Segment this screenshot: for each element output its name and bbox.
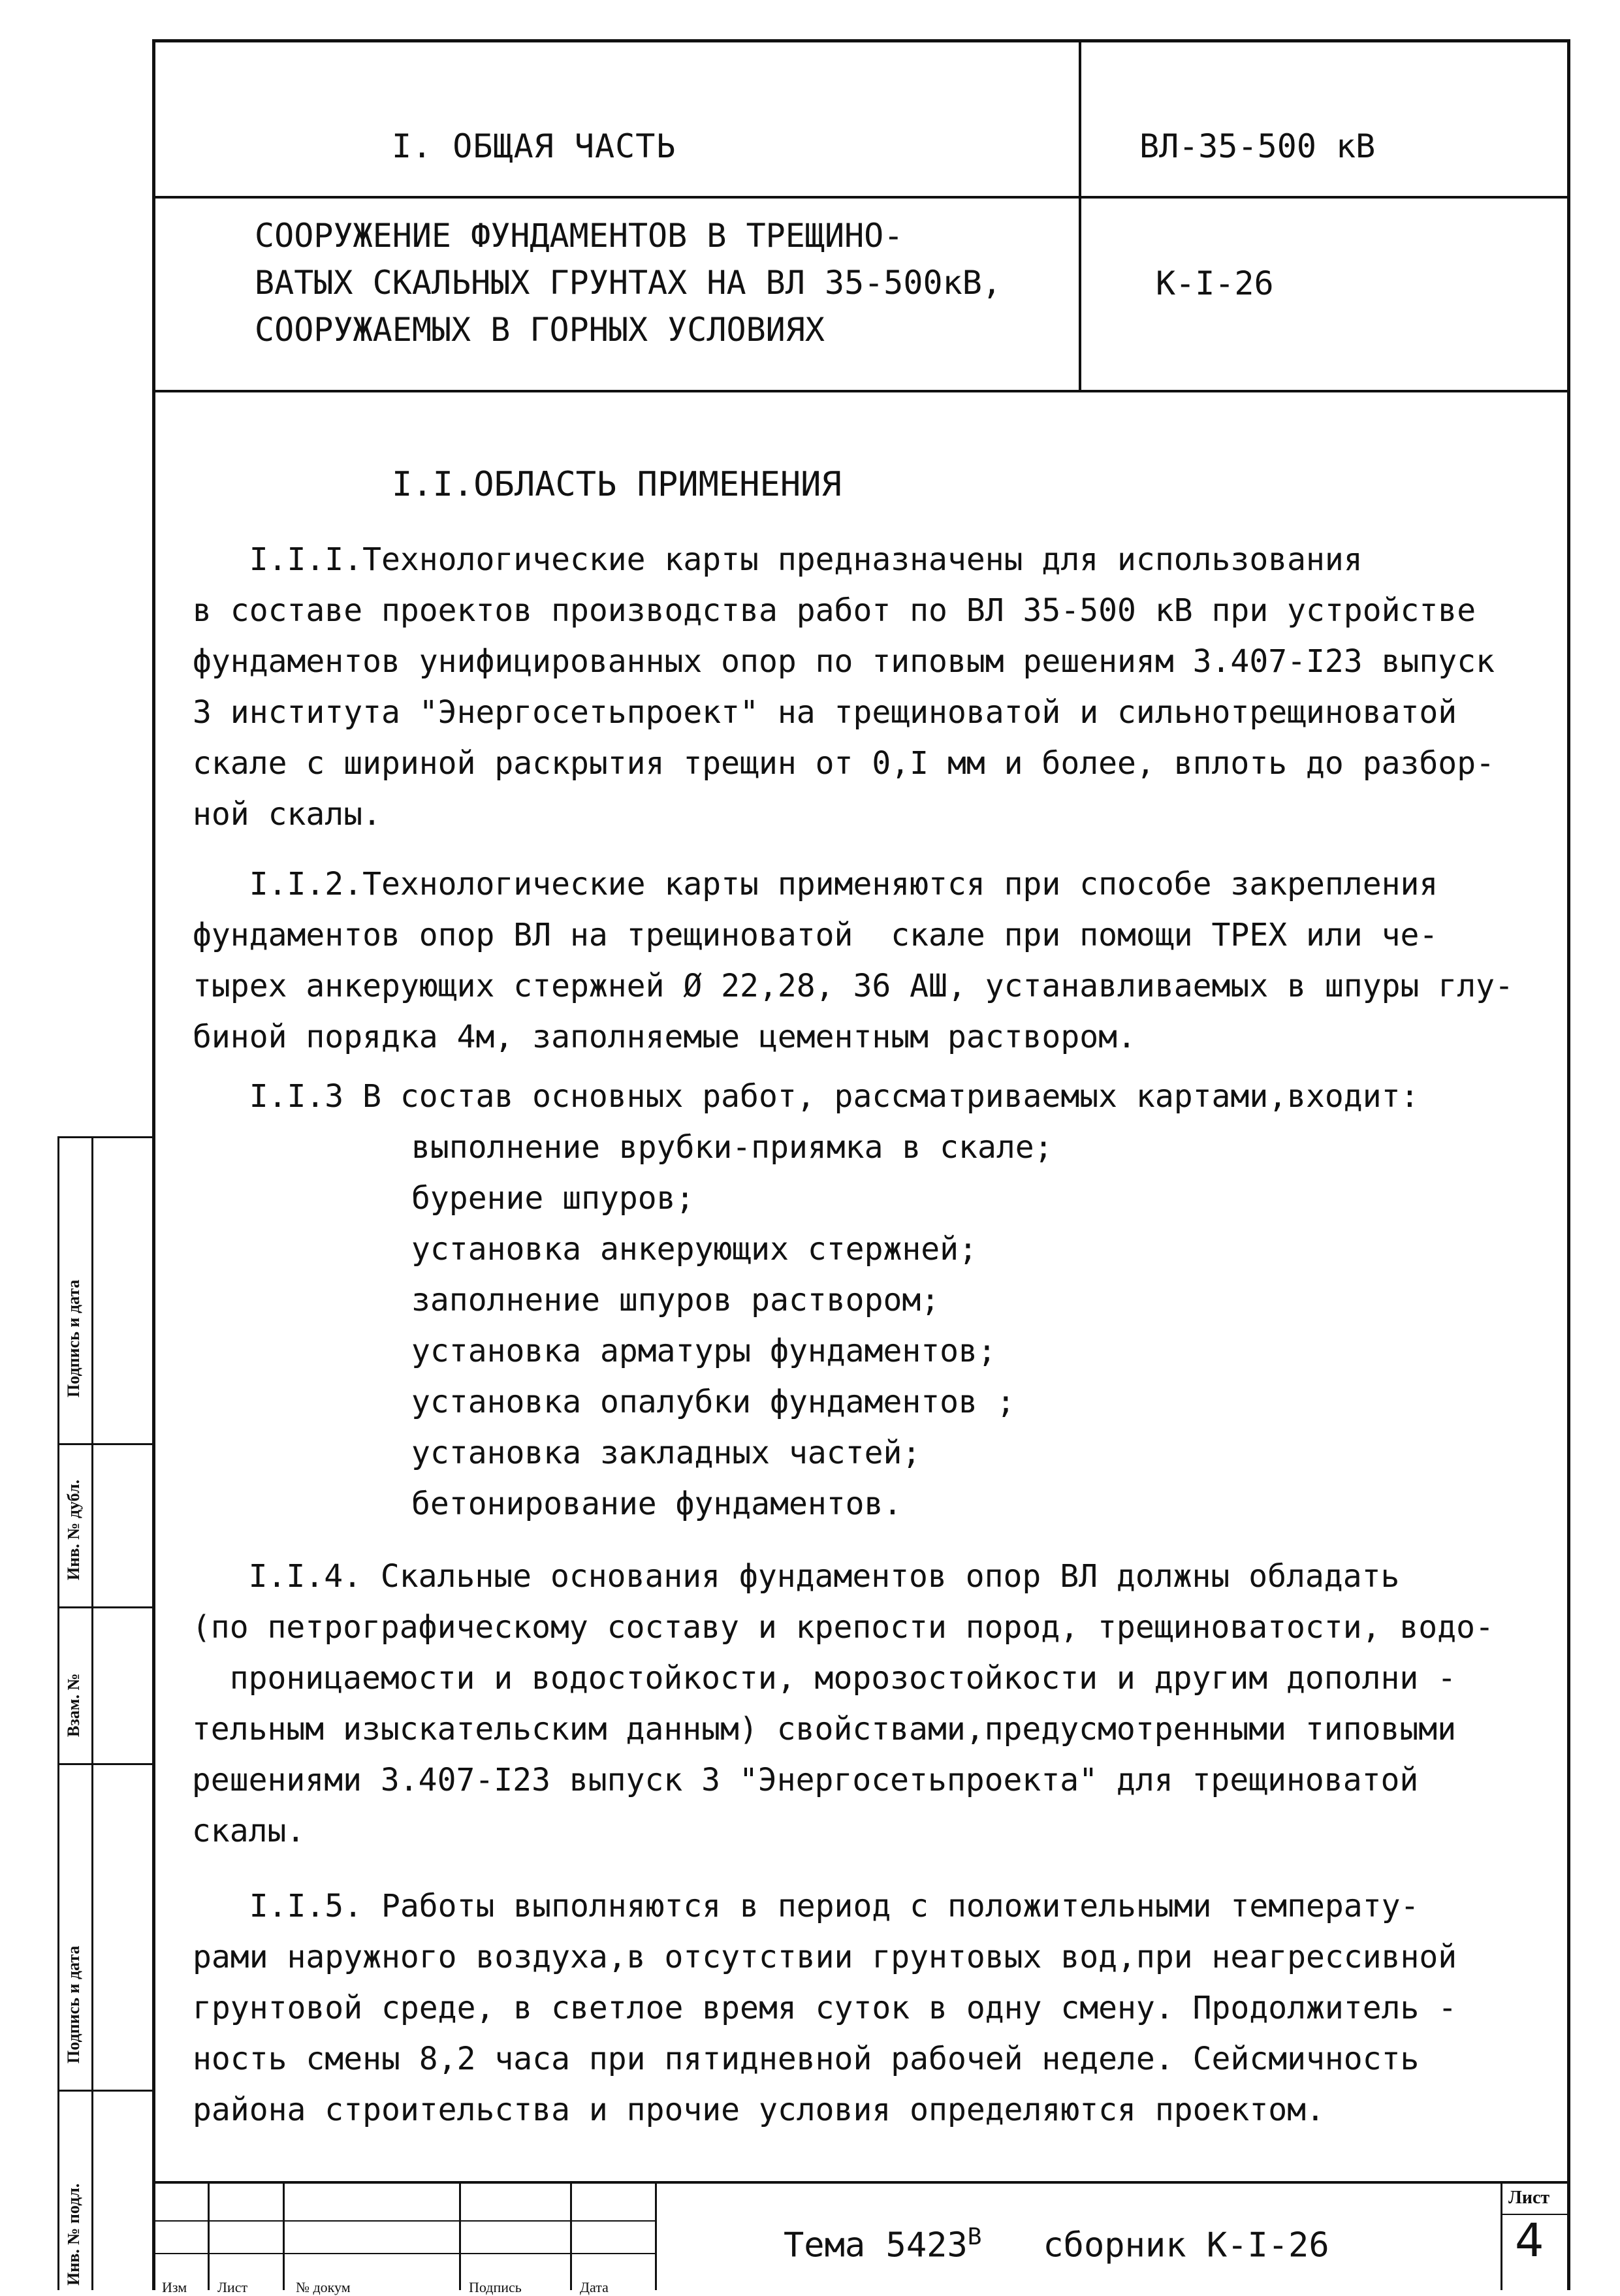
sidebar-sep-3 xyxy=(57,1606,152,1608)
footer-collection: сборник К-I-26 xyxy=(1043,2225,1329,2265)
sidebar-sep-5 xyxy=(57,2090,152,2092)
header-divider-2 xyxy=(152,390,1570,392)
stamp-sheet-col xyxy=(1501,2181,1502,2290)
stamp-col-label-signature: Подпись xyxy=(469,2279,522,2295)
stamp-col-1 xyxy=(208,2181,210,2290)
header-column-divider xyxy=(1079,39,1081,392)
sidebar-sep-4 xyxy=(57,1763,152,1765)
paragraph-1-1-1: I.I.I.Технологические карты предназначены для использования в составе проектов производства работ по ВЛ 35-500 кВ при устройстве фундаментов унифицированных опор по типовым решениям 3.407-I23 выпуск 3 института "Энергосетьпроект" на трещиноватой и сильнотрещиноватой скале с шириной раскрытия трещин от 0,I мм и более, вплоть до разбор- ной скалы. xyxy=(193,541,1495,833)
sidebar-label-signature-date-2: Подпись и дата xyxy=(64,1945,83,2064)
work-list: выполнение врубки-приямка в скале; бурение шпуров; установка анкерующих стержней; заполнение шпуров раствором; установка арматуры фундаментов; установка опалубки фундаментов ; установка закладных частей; бетонирование фундаментов. xyxy=(411,1129,1053,1522)
paragraph-1-1-3-head: I.I.3 В состав основных работ, рассматриваемых картами,входит: xyxy=(193,1078,1420,1115)
stamp-col-label-sheet: Лист xyxy=(217,2279,248,2295)
sheet-code: К-I-26 xyxy=(1156,264,1274,302)
stamp-col-label-docnum: № докум xyxy=(296,2279,351,2295)
footer-theme-sup: В xyxy=(967,2224,982,2250)
section-heading: I. ОБЩАЯ ЧАСТЬ xyxy=(392,127,676,165)
stamp-mid-line xyxy=(152,2220,655,2222)
stamp-col-label-change: Изм xyxy=(162,2279,187,2295)
stamp-col-label-date: Дата xyxy=(580,2279,609,2295)
section-title: I.I.ОБЛАСТЬ ПРИМЕНЕНИЯ xyxy=(392,465,842,504)
sidebar-label-inv-dupl: Инв. № дубл. xyxy=(64,1479,83,1580)
sidebar-line-outer xyxy=(91,1136,93,2290)
stamp-top-line xyxy=(152,2181,1570,2184)
document-subtitle: СООРУЖЕНИЕ ФУНДАМЕНТОВ В ТРЕЩИНО- ВАТЫХ СКАЛЬНЫХ ГРУНТАХ НА ВЛ 35-500кВ, СООРУЖАЕМЫХ В ГОРНЫХ УСЛОВИЯХ xyxy=(255,217,1002,349)
header-divider-1 xyxy=(152,196,1570,199)
stamp-col-3 xyxy=(459,2181,461,2290)
sidebar-stamp xyxy=(0,1136,152,2290)
document-code: ВЛ-35-500 кВ xyxy=(1139,127,1376,165)
sidebar-line xyxy=(57,1136,59,2290)
stamp-col-2 xyxy=(283,2181,285,2290)
sidebar-label-signature-date: Подпись и дата xyxy=(64,1279,83,1397)
paragraph-1-1-2: I.I.2.Технологические карты применяются при способе закрепления фундаментов опор ВЛ на трещиноватой скале при помощи ТРЕХ или че- тырех анкерующих стержней Ø 22,28, 36 АШ, устанавливаемых в шпуры глу- биной порядка 4м, заполняемые цементным раствором. xyxy=(193,866,1514,1055)
sidebar-label-replace: Взам. № xyxy=(64,1673,83,1737)
sheet-number: 4 xyxy=(1515,2214,1544,2267)
sidebar-sep-2 xyxy=(57,1443,152,1445)
sidebar-label-inv-orig: Инв. № подл. xyxy=(64,2183,83,2286)
stamp-col-4 xyxy=(570,2181,572,2290)
sheet-label: Лист xyxy=(1508,2188,1550,2208)
sidebar-sep-1 xyxy=(57,1136,152,1138)
stamp-mid-line-2 xyxy=(152,2253,655,2254)
stamp-col-5 xyxy=(655,2181,657,2290)
paragraph-1-1-4: I.I.4. Скальные основания фундаментов опор ВЛ должны обладать (по петрографическому составу и крепости пород, трещиноватости, водо- проницаемости и водостойкости, морозостойкости и другим дополни - тельным изыскательским данным) свойствами,предусмотренными типовыми решениями 3.407-I23 выпуск 3 "Энергосетьпроекта" для трещиноватой скалы. xyxy=(191,1558,1494,1849)
footer-theme-text: Тема 5423 xyxy=(784,2225,968,2265)
paragraph-1-1-5: I.I.5. Работы выполняются в период с положительными температу- рами наружного воздуха,в отсутствии грунтовых вод,при неагрессивной грунтовой среде, в светлое время суток в одну смену. Продолжитель - ность смены 8,2 часа при пятидневной рабочей неделе. Сейсмичность района строительства и прочие условия определяются проектом. xyxy=(193,1888,1457,2128)
footer-theme xyxy=(784,2224,1329,2265)
